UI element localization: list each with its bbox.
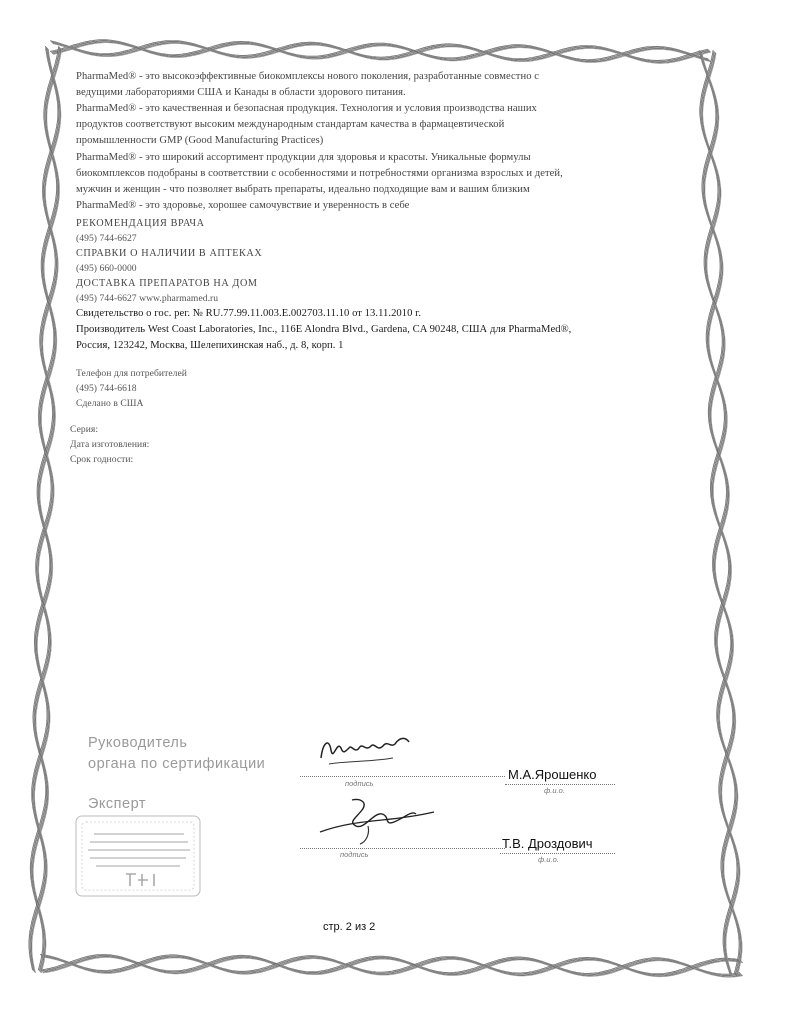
phone-number: (495) 660-0000: [76, 263, 137, 274]
intro-line: PharmaMed® - это качественная и безопасная продукция. Технология и условия производства наших: [76, 103, 537, 114]
expiry-date-label: Срок годности:: [70, 454, 134, 465]
manufacturer-line: Производитель West Coast Laboratories, Inc., 116E Alondra Blvd., Gardena, CA 90248, США для PharmaMed®,: [76, 324, 572, 335]
border-right-wave-a: [700, 50, 742, 977]
intro-line: биокомплексов подобраны в соответствии с особенностями и потребностями организма взрослых и детей,: [76, 168, 563, 179]
intro-line: мужчин и женщин - что позволяет выбрать препараты, идеально подходящие вам и вашим близким: [76, 184, 530, 195]
batch-label: Серия:: [70, 424, 99, 435]
head-role-line1: Руководитель: [88, 735, 188, 751]
expert-signature: [312, 792, 442, 848]
head-signature-line: [300, 776, 505, 777]
head-fio-caption: ф.и.о.: [544, 786, 565, 795]
expert-signature-caption: подпись: [340, 850, 369, 859]
head-signature: [315, 728, 415, 776]
page-number: стр. 2 из 2: [323, 921, 376, 933]
border-left-wave-b: [29, 46, 61, 973]
intro-line: промышленности GMP (Good Manufacturing Practices): [76, 135, 324, 146]
expert-role: Эксперт: [88, 796, 146, 812]
expert-name-line: [500, 853, 615, 854]
registration-certificate: Свидетельство о гос. рег. № RU.77.99.11.003.Е.002703.11.10 от 13.11.2010 г.: [76, 308, 422, 319]
section-heading: СПРАВКИ О НАЛИЧИИ В АПТЕКАХ: [76, 248, 263, 259]
head-name-line: [505, 784, 615, 785]
section-heading: РЕКОМЕНДАЦИЯ ВРАЧА: [76, 218, 205, 229]
intro-line: PharmaMed® - это здоровье, хорошее самочувствие и уверенность в себе: [76, 200, 410, 211]
head-name: М.А.Ярошенко: [508, 767, 597, 782]
intro-line: продуктов соответствуют высоким международным стандартам качества в фармацевтической: [76, 119, 505, 130]
head-signature-caption: подпись: [345, 779, 374, 788]
section-heading: ДОСТАВКА ПРЕПАРАТОВ НА ДОМ: [76, 278, 258, 289]
intro-line: PharmaMed® - это широкий ассортимент продукции для здоровья и красоты. Уникальные формулы: [76, 152, 531, 163]
country-of-origin: Сделано в США: [76, 398, 144, 409]
expert-fio-caption: ф.и.о.: [538, 855, 559, 864]
phone-number: (495) 744-6627: [76, 233, 137, 244]
expert-name: Т.В. Дроздович: [502, 836, 593, 851]
intro-line: PharmaMed® - это высокоэффективные биокомплексы нового поколения, разработанные совместно с: [76, 71, 539, 82]
certification-stamp-seal: [72, 812, 204, 900]
consumer-phone-number: (495) 744-6618: [76, 383, 137, 394]
manufacture-date-label: Дата изготовления:: [70, 439, 150, 450]
intro-line: ведущими лабораториями США и Канады в области здорового питания.: [76, 87, 406, 98]
expert-signature-line: [300, 848, 505, 849]
address-line: Россия, 123242, Москва, Шелепихинская наб., д. 8, корп. 1: [76, 340, 344, 351]
consumer-phone-label: Телефон для потребителей: [76, 368, 187, 379]
head-role-line2: органа по сертификации: [88, 756, 266, 772]
phone-website: (495) 744-6627 www.pharmamed.ru: [76, 293, 219, 304]
